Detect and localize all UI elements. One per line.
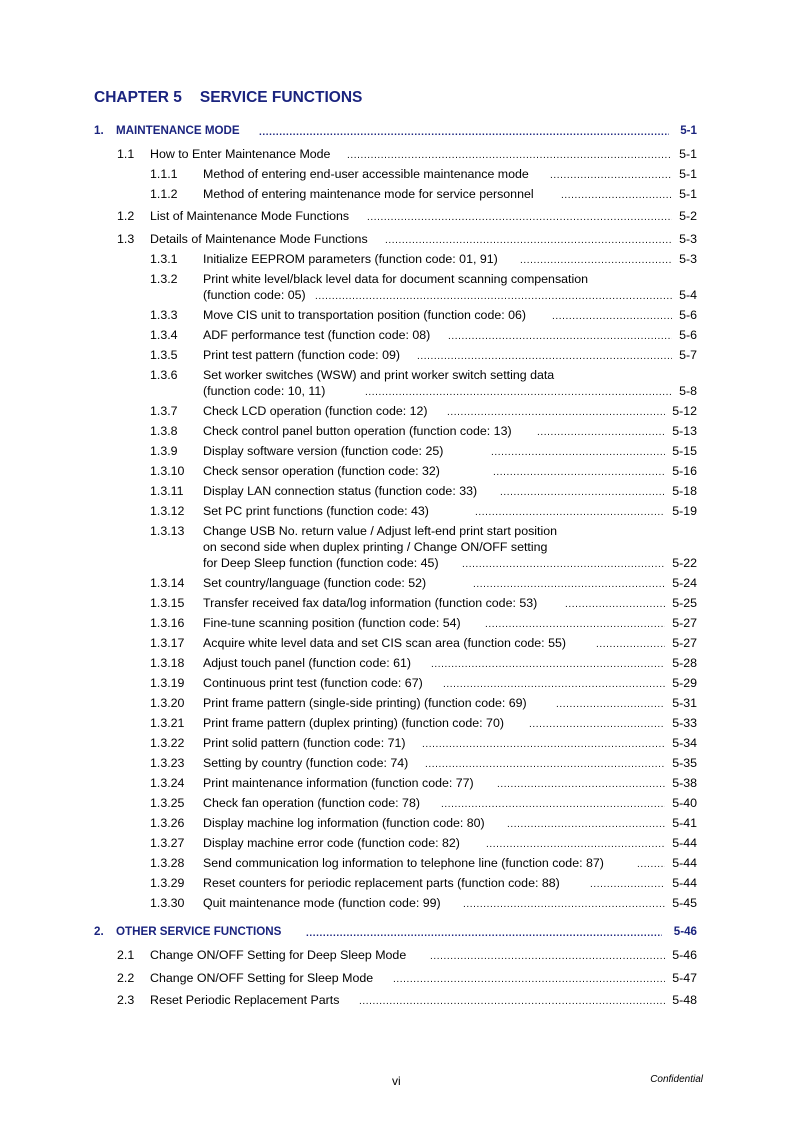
entry-title: Print frame pattern (duplex printing) (function code: 70) xyxy=(203,716,504,730)
leader-dots xyxy=(491,443,665,459)
entry-title: Print solid pattern (function code: 71) xyxy=(203,736,406,750)
section-title: OTHER SERVICE FUNCTIONS xyxy=(116,925,282,938)
entry-page: 5-46 xyxy=(672,948,697,962)
entry-title: Display LAN connection status (function code: 33) xyxy=(203,484,478,498)
leader-dots xyxy=(430,947,665,963)
entry-number: 1.3.28 xyxy=(150,856,185,870)
leader-dots xyxy=(550,166,672,182)
entry-page: 5-34 xyxy=(672,736,697,750)
leader-dots xyxy=(462,555,665,571)
entry-title: Setting by country (function code: 74) xyxy=(203,756,409,770)
entry-number: 1.3.4 xyxy=(150,328,178,342)
section-number: 1. xyxy=(94,124,104,137)
leader-dots xyxy=(507,815,665,831)
leader-dots xyxy=(359,992,665,1008)
entry-page: 5-3 xyxy=(679,232,697,246)
section-number: 2. xyxy=(94,925,104,938)
entry-page: 5-24 xyxy=(672,576,697,590)
entry-page: 5-15 xyxy=(672,444,697,458)
entry-number: 1.3.18 xyxy=(150,656,185,670)
entry-page: 5-13 xyxy=(672,424,697,438)
entry-number: 1.3.11 xyxy=(150,484,184,498)
entry-title: Display software version (function code: 25) xyxy=(203,444,444,458)
entry-title: Initialize EEPROM parameters (function code: 01, 91) xyxy=(203,252,498,266)
entry-title: Reset Periodic Replacement Parts xyxy=(150,993,340,1007)
entry-number: 1.3.19 xyxy=(150,676,185,690)
entry-page: 5-44 xyxy=(672,836,697,850)
entry-page: 5-44 xyxy=(672,876,697,890)
entry-title: Check sensor operation (function code: 32) xyxy=(203,464,440,478)
chapter-title xyxy=(94,89,362,107)
entry-title: Print frame pattern (single-side printing) (function code: 69) xyxy=(203,696,527,710)
entry-title: Check LCD operation (function code: 12) xyxy=(203,404,428,418)
entry-title: Quit maintenance mode (function code: 99) xyxy=(203,896,441,910)
entry-number: 1.3 xyxy=(117,232,135,246)
entry-page: 5-31 xyxy=(672,696,697,710)
section-page: 5-46 xyxy=(673,925,697,938)
entry-title: Move CIS unit to transportation position (function code: 06) xyxy=(203,308,527,322)
leader-dots xyxy=(422,735,665,751)
entry-number: 1.3.22 xyxy=(150,736,185,750)
leader-dots xyxy=(441,795,665,811)
entry-page: 5-2 xyxy=(679,209,697,223)
leader-dots xyxy=(590,875,665,891)
entry-title: Change ON/OFF Setting for Sleep Mode xyxy=(150,971,374,985)
entry-page: 5-16 xyxy=(672,464,697,478)
entry-title: Fine-tune scanning position (function code: 54) xyxy=(203,616,461,630)
entry-number: 1.3.7 xyxy=(150,404,178,418)
entry-title: Change ON/OFF Setting for Deep Sleep Mode xyxy=(150,948,407,962)
leader-dots xyxy=(443,675,665,691)
entry-page: 5-28 xyxy=(672,656,697,670)
entry-title-line: Set worker switches (WSW) and print worker switch setting data xyxy=(203,368,555,382)
entry-number: 1.1 xyxy=(117,147,135,161)
entry-page: 5-1 xyxy=(679,187,697,201)
entry-title: Set PC print functions (function code: 43) xyxy=(203,504,429,518)
entry-page: 5-40 xyxy=(672,796,697,810)
entry-number: 1.3.27 xyxy=(150,836,185,850)
entry-page: 5-7 xyxy=(679,348,697,362)
entry-number: 1.3.24 xyxy=(150,776,185,790)
leader-dots xyxy=(497,775,665,791)
entry-page: 5-35 xyxy=(672,756,697,770)
leader-dots xyxy=(431,655,665,671)
entry-title: Details of Maintenance Mode Functions xyxy=(150,232,368,246)
entry-title: Print maintenance information (function code: 77) xyxy=(203,776,474,790)
entry-number: 1.3.8 xyxy=(150,424,178,438)
leader-dots xyxy=(425,755,665,771)
entry-number: 1.3.16 xyxy=(150,616,185,630)
confidential-label: Confidential xyxy=(650,1074,703,1085)
leader-dots xyxy=(306,924,662,940)
entry-number: 1.3.9 xyxy=(150,444,178,458)
entry-title: (function code: 10, 11) xyxy=(203,384,326,398)
entry-page: 5-27 xyxy=(672,616,697,630)
entry-title: Reset counters for periodic replacement parts (function code: 88) xyxy=(203,876,560,890)
entry-page: 5-22 xyxy=(672,556,697,570)
entry-title: Transfer received fax data/log information (function code: 53) xyxy=(203,596,538,610)
leader-dots xyxy=(500,483,665,499)
entry-title: Send communication log information to telephone line (function code: 87) xyxy=(203,856,604,870)
entry-page: 5-29 xyxy=(672,676,697,690)
leader-dots xyxy=(565,595,665,611)
page-number: vi xyxy=(392,1074,401,1088)
entry-page: 5-3 xyxy=(679,252,697,266)
entry-number: 1.1.1 xyxy=(150,167,178,181)
entry-number: 1.3.2 xyxy=(150,272,178,286)
entry-number: 1.3.10 xyxy=(150,464,185,478)
chapter-name: SERVICE FUNCTIONS xyxy=(199,89,363,106)
leader-dots xyxy=(561,186,672,202)
entry-number: 1.3.21 xyxy=(150,716,185,730)
leader-dots xyxy=(486,835,665,851)
entry-page: 5-48 xyxy=(672,993,697,1007)
entry-number: 1.3.12 xyxy=(150,504,185,518)
leader-dots xyxy=(448,327,672,343)
entry-page: 5-1 xyxy=(679,167,697,181)
entry-page: 5-47 xyxy=(672,971,697,985)
section-title: MAINTENANCE MODE xyxy=(116,124,240,137)
entry-title: Display machine error code (function code: 82) xyxy=(203,836,460,850)
section-page: 5-1 xyxy=(680,124,697,137)
entry-title: Continuous print test (function code: 67) xyxy=(203,676,423,690)
leader-dots xyxy=(529,715,665,731)
entry-title: Check control panel button operation (function code: 13) xyxy=(203,424,512,438)
entry-number: 1.3.30 xyxy=(150,896,185,910)
entry-page: 5-6 xyxy=(679,308,697,322)
entry-number: 2.1 xyxy=(117,948,135,962)
entry-title: Method of entering end-user accessible maintenance mode xyxy=(203,167,529,181)
entry-title: List of Maintenance Mode Functions xyxy=(150,209,350,223)
entry-title: Method of entering maintenance mode for service personnel xyxy=(203,187,534,201)
leader-dots xyxy=(417,347,672,363)
entry-title: Display machine log information (function code: 80) xyxy=(203,816,485,830)
chapter-label: CHAPTER 5 xyxy=(94,89,182,106)
leader-dots xyxy=(367,208,672,224)
entry-title: Print test pattern (function code: 09) xyxy=(203,348,400,362)
leader-dots xyxy=(493,463,665,479)
entry-page: 5-4 xyxy=(679,288,697,302)
entry-number: 1.3.5 xyxy=(150,348,178,362)
entry-page: 5-6 xyxy=(679,328,697,342)
leader-dots xyxy=(473,575,665,591)
entry-page: 5-44 xyxy=(672,856,697,870)
entry-number: 1.3.23 xyxy=(150,756,185,770)
entry-page: 5-12 xyxy=(672,404,697,418)
entry-title: How to Enter Maintenance Mode xyxy=(150,147,331,161)
leader-dots xyxy=(259,123,669,139)
leader-dots xyxy=(347,146,672,162)
leader-dots xyxy=(393,970,665,986)
entry-number: 1.3.6 xyxy=(150,368,178,382)
entry-title: (function code: 05) xyxy=(203,288,306,302)
leader-dots xyxy=(315,287,672,303)
entry-number: 1.3.26 xyxy=(150,816,185,830)
entry-title: ADF performance test (function code: 08) xyxy=(203,328,431,342)
entry-page: 5-33 xyxy=(672,716,697,730)
leader-dots xyxy=(447,403,665,419)
leader-dots xyxy=(385,231,672,247)
entry-number: 1.1.2 xyxy=(150,187,178,201)
entry-number: 1.3.3 xyxy=(150,308,178,322)
entry-title-line: on second side when duplex printing / Change ON/OFF setting xyxy=(203,540,548,554)
entry-page: 5-8 xyxy=(679,384,697,398)
entry-number: 1.3.14 xyxy=(150,576,185,590)
entry-number: 1.3.15 xyxy=(150,596,185,610)
leader-dots xyxy=(485,615,665,631)
entry-title: Adjust touch panel (function code: 61) xyxy=(203,656,412,670)
leader-dots xyxy=(556,695,665,711)
entry-page: 5-1 xyxy=(679,147,697,161)
entry-title-line: Print white level/black level data for document scanning compensation xyxy=(203,272,589,286)
entry-number: 1.2 xyxy=(117,209,135,223)
leader-dots xyxy=(463,895,665,911)
entry-number: 1.3.17 xyxy=(150,636,185,650)
entry-number: 1.3.29 xyxy=(150,876,185,890)
leader-dots xyxy=(552,307,672,323)
leader-dots xyxy=(520,251,672,267)
entry-title: Check fan operation (function code: 78) xyxy=(203,796,420,810)
entry-page: 5-19 xyxy=(672,504,697,518)
entry-number: 1.3.13 xyxy=(150,524,185,538)
entry-number: 1.3.20 xyxy=(150,696,185,710)
leader-dots xyxy=(365,383,672,399)
leader-dots xyxy=(475,503,665,519)
entry-page: 5-25 xyxy=(672,596,697,610)
entry-number: 1.3.1 xyxy=(150,252,178,266)
entry-title-line: Change USB No. return value / Adjust left-end print start position xyxy=(203,524,558,538)
entry-page: 5-18 xyxy=(672,484,697,498)
leader-dots xyxy=(637,855,665,871)
entry-number: 2.2 xyxy=(117,971,135,985)
entry-title: Set country/language (function code: 52) xyxy=(203,576,427,590)
entry-number: 1.3.25 xyxy=(150,796,185,810)
entry-title: Acquire white level data and set CIS scan area (function code: 55) xyxy=(203,636,566,650)
entry-page: 5-38 xyxy=(672,776,697,790)
entry-page: 5-27 xyxy=(672,636,697,650)
entry-page: 5-45 xyxy=(672,896,697,910)
entry-number: 2.3 xyxy=(117,993,135,1007)
entry-page: 5-41 xyxy=(672,816,697,830)
leader-dots xyxy=(537,423,665,439)
leader-dots xyxy=(596,635,665,651)
entry-title: for Deep Sleep function (function code: 45) xyxy=(203,556,439,570)
